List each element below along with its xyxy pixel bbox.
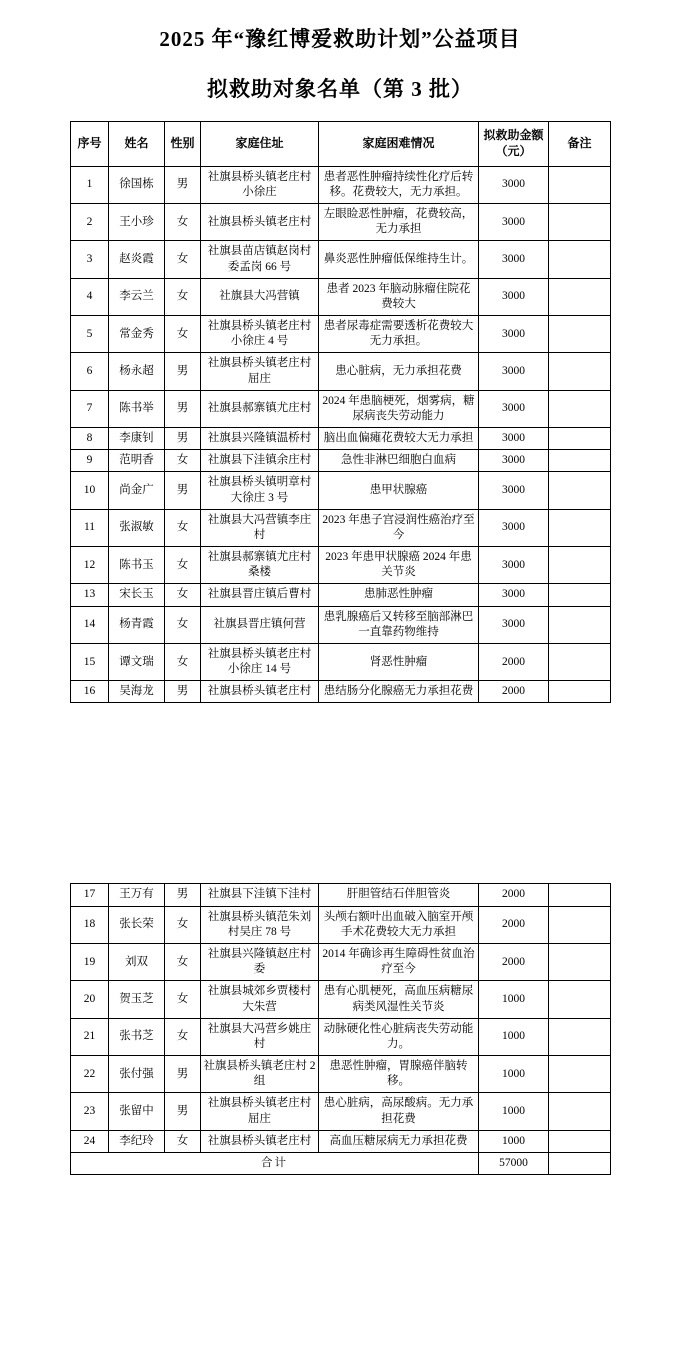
cell-condition: 动脉硬化性心脏病丧失劳动能力。 [319, 1018, 479, 1055]
header-index: 序号 [71, 122, 109, 167]
cell-index: 13 [71, 584, 109, 606]
header-condition: 家庭困难情况 [319, 122, 479, 167]
recipient-table-page2 [70, 883, 610, 1175]
cell-condition: 头颅右额叶出血破入脑室开颅手术花费较大无力承担 [319, 906, 479, 943]
cell-index: 18 [71, 906, 109, 943]
cell-name: 范明香 [109, 450, 165, 472]
cell-name: 赵炎霞 [109, 241, 165, 278]
cell-address: 社旗县桥头镇老庄村 [201, 1130, 319, 1152]
recipient-table-page1 [70, 121, 610, 703]
cell-amount: 3000 [479, 584, 549, 606]
cell-name: 徐国栋 [109, 166, 165, 203]
cell-sex: 男 [165, 681, 201, 703]
cell-amount: 3000 [479, 241, 549, 278]
table-row [71, 316, 611, 353]
table-row [71, 1093, 611, 1130]
cell-name: 李纪玲 [109, 1130, 165, 1152]
table-body-page2 [71, 884, 611, 1175]
table-page2 [70, 883, 611, 1175]
cell-condition: 患者恶性肿瘤持续性化疗后转移。花费较大，无力承担。 [319, 166, 479, 203]
cell-address: 社旗县晋庄镇何营 [201, 606, 319, 643]
cell-index: 9 [71, 450, 109, 472]
cell-condition: 患者 2023 年脑动脉瘤住院花费较大 [319, 278, 479, 315]
cell-condition: 患心脏病，无力承担花费 [319, 353, 479, 390]
cell-name: 李康钊 [109, 428, 165, 450]
page-subtitle: 拟救助对象名单（第 3 批） [207, 76, 473, 101]
cell-amount: 3000 [479, 278, 549, 315]
cell-name: 常金秀 [109, 316, 165, 353]
cell-note [549, 547, 611, 584]
table-row [71, 584, 611, 606]
cell-note [549, 204, 611, 241]
cell-amount: 3000 [479, 472, 549, 509]
cell-name: 刘双 [109, 943, 165, 980]
cell-amount: 3000 [479, 509, 549, 546]
table-row [71, 643, 611, 680]
table-row [71, 884, 611, 906]
table-page1 [70, 121, 611, 703]
cell-address: 社旗县兴隆镇温桥村 [201, 428, 319, 450]
table-body-page1 [71, 166, 611, 703]
table-row [71, 943, 611, 980]
header-amount-line1: 拟救助金额 [483, 128, 544, 142]
total-label: 合计 [71, 1152, 479, 1174]
cell-address: 社旗县郝寨镇尤庄村 [201, 390, 319, 427]
cell-name: 宋长玉 [109, 584, 165, 606]
cell-amount: 2000 [479, 643, 549, 680]
header-amount [479, 122, 549, 167]
cell-name: 杨永超 [109, 353, 165, 390]
cell-index: 10 [71, 472, 109, 509]
cell-amount: 2000 [479, 943, 549, 980]
cell-name: 张长荣 [109, 906, 165, 943]
cell-condition: 肾恶性肿瘤 [319, 643, 479, 680]
header-sex: 性别 [165, 122, 201, 167]
cell-condition: 患甲状腺癌 [319, 472, 479, 509]
cell-address: 社旗县郝寨镇尤庄村桑楼 [201, 547, 319, 584]
cell-condition: 2023 年患甲状腺癌 2024 年患关节炎 [319, 547, 479, 584]
cell-name: 陈书举 [109, 390, 165, 427]
cell-note [549, 428, 611, 450]
cell-sex: 男 [165, 428, 201, 450]
cell-index: 11 [71, 509, 109, 546]
cell-note [549, 450, 611, 472]
cell-condition: 脑出血偏瘫花费较大无力承担 [319, 428, 479, 450]
cell-index: 6 [71, 353, 109, 390]
cell-address: 社旗县城郊乡贾楼村大朱营 [201, 981, 319, 1018]
cell-name: 张书芝 [109, 1018, 165, 1055]
cell-index: 17 [71, 884, 109, 906]
cell-amount: 3000 [479, 390, 549, 427]
cell-amount: 1000 [479, 1130, 549, 1152]
header-address: 家庭住址 [201, 122, 319, 167]
cell-note [549, 606, 611, 643]
cell-address: 社旗县桥头镇老庄村小徐庄 4 号 [201, 316, 319, 353]
cell-condition: 患恶性肿瘤，胃腺癌伴脑转移。 [319, 1056, 479, 1093]
table-row [71, 509, 611, 546]
cell-condition: 左眼睑恶性肿瘤，花费较高，无力承担 [319, 204, 479, 241]
table-row [71, 606, 611, 643]
cell-index: 5 [71, 316, 109, 353]
table-row [71, 241, 611, 278]
cell-sex: 男 [165, 472, 201, 509]
page-title: 2025 年“豫红博爱救助计划”公益项目 [159, 27, 521, 51]
cell-note [549, 906, 611, 943]
cell-name: 李云兰 [109, 278, 165, 315]
cell-name: 陈书玉 [109, 547, 165, 584]
cell-amount: 1000 [479, 981, 549, 1018]
cell-sex: 女 [165, 509, 201, 546]
cell-name: 张留中 [109, 1093, 165, 1130]
cell-address: 社旗县桥头镇明章村大徐庄 3 号 [201, 472, 319, 509]
cell-amount: 3000 [479, 204, 549, 241]
cell-condition: 高血压糖尿病无力承担花费 [319, 1130, 479, 1152]
table-total-row [71, 1152, 611, 1174]
cell-note [549, 1018, 611, 1055]
cell-note [549, 643, 611, 680]
cell-address: 社旗县兴隆镇赵庄村委 [201, 943, 319, 980]
cell-address: 社旗县晋庄镇后曹村 [201, 584, 319, 606]
cell-amount: 2000 [479, 906, 549, 943]
header-note: 备注 [549, 122, 611, 167]
cell-note [549, 241, 611, 278]
cell-condition: 2014 年确诊再生障碍性贫血治疗至今 [319, 943, 479, 980]
cell-condition: 患心脏病，高尿酸病。无力承担花费 [319, 1093, 479, 1130]
cell-condition: 鼻炎恶性肿瘤低保维持生计。 [319, 241, 479, 278]
cell-sex: 女 [165, 450, 201, 472]
cell-note [549, 509, 611, 546]
cell-name: 杨青霞 [109, 606, 165, 643]
cell-name: 张付强 [109, 1056, 165, 1093]
cell-address: 社旗县下洼镇下洼村 [201, 884, 319, 906]
total-note [549, 1152, 611, 1174]
header-name: 姓名 [109, 122, 165, 167]
cell-note [549, 943, 611, 980]
cell-name: 王万有 [109, 884, 165, 906]
table-row [71, 547, 611, 584]
cell-condition: 2024 年患脑梗死，烟雾病，糖尿病丧失劳动能力 [319, 390, 479, 427]
table-row [71, 981, 611, 1018]
cell-note [549, 584, 611, 606]
cell-sex: 女 [165, 943, 201, 980]
cell-address: 社旗县桥头镇老庄村小徐庄 [201, 166, 319, 203]
cell-amount: 3000 [479, 428, 549, 450]
table-header-row [71, 122, 611, 167]
cell-amount: 3000 [479, 166, 549, 203]
cell-address: 社旗县苗店镇赵岗村委孟岗 66 号 [201, 241, 319, 278]
cell-sex: 女 [165, 906, 201, 943]
cell-index: 21 [71, 1018, 109, 1055]
cell-amount: 1000 [479, 1093, 549, 1130]
cell-note [549, 472, 611, 509]
table-row [71, 204, 611, 241]
table-row [71, 353, 611, 390]
cell-condition: 急性非淋巴细胞白血病 [319, 450, 479, 472]
cell-name: 贺玉芝 [109, 981, 165, 1018]
cell-index: 24 [71, 1130, 109, 1152]
cell-index: 1 [71, 166, 109, 203]
total-amount: 57000 [479, 1152, 549, 1174]
cell-sex: 女 [165, 547, 201, 584]
cell-sex: 女 [165, 316, 201, 353]
cell-name: 吴海龙 [109, 681, 165, 703]
cell-name: 尚金广 [109, 472, 165, 509]
cell-amount: 3000 [479, 606, 549, 643]
cell-address: 社旗县桥头镇范朱刘村吴庄 78 号 [201, 906, 319, 943]
cell-index: 12 [71, 547, 109, 584]
table-row [71, 472, 611, 509]
cell-sex: 女 [165, 643, 201, 680]
cell-index: 14 [71, 606, 109, 643]
page-break-gap [0, 703, 680, 883]
cell-sex: 女 [165, 241, 201, 278]
cell-sex: 男 [165, 353, 201, 390]
cell-index: 20 [71, 981, 109, 1018]
cell-amount: 3000 [479, 316, 549, 353]
cell-amount: 3000 [479, 450, 549, 472]
cell-sex: 女 [165, 981, 201, 1018]
cell-sex: 女 [165, 606, 201, 643]
cell-condition: 患者尿毒症需要透析花费较大无力承担。 [319, 316, 479, 353]
cell-name: 王小珍 [109, 204, 165, 241]
cell-amount: 1000 [479, 1056, 549, 1093]
cell-index: 15 [71, 643, 109, 680]
cell-index: 7 [71, 390, 109, 427]
cell-index: 23 [71, 1093, 109, 1130]
cell-note [549, 278, 611, 315]
table-row [71, 1018, 611, 1055]
table-row [71, 1130, 611, 1152]
cell-condition: 患肺恶性肿瘤 [319, 584, 479, 606]
cell-note [549, 1056, 611, 1093]
cell-note [549, 316, 611, 353]
cell-address: 社旗县桥头镇老庄村小徐庄 14 号 [201, 643, 319, 680]
cell-address: 社旗县桥头镇老庄村屈庄 [201, 353, 319, 390]
cell-condition: 患有心肌梗死，高血压病糖尿病类风湿性关节炎 [319, 981, 479, 1018]
cell-condition: 2023 年患子宫浸润性癌治疗至今 [319, 509, 479, 546]
cell-note [549, 681, 611, 703]
cell-name: 谭文瑞 [109, 643, 165, 680]
cell-note [549, 390, 611, 427]
cell-address: 社旗县桥头镇老庄村 [201, 681, 319, 703]
cell-index: 4 [71, 278, 109, 315]
cell-sex: 男 [165, 1056, 201, 1093]
cell-index: 19 [71, 943, 109, 980]
cell-address: 社旗县桥头镇老庄村 2 组 [201, 1056, 319, 1093]
table-row [71, 906, 611, 943]
cell-index: 16 [71, 681, 109, 703]
cell-sex: 男 [165, 1093, 201, 1130]
cell-address: 社旗县桥头镇老庄村 [201, 204, 319, 241]
cell-note [549, 353, 611, 390]
cell-address: 社旗县下洼镇余庄村 [201, 450, 319, 472]
cell-amount: 1000 [479, 1018, 549, 1055]
table-row [71, 390, 611, 427]
cell-index: 22 [71, 1056, 109, 1093]
table-row [71, 1056, 611, 1093]
cell-address: 社旗县桥头镇老庄村屈庄 [201, 1093, 319, 1130]
cell-sex: 男 [165, 884, 201, 906]
table-row [71, 166, 611, 203]
cell-sex: 男 [165, 166, 201, 203]
cell-condition: 患结肠分化腺癌无力承担花费 [319, 681, 479, 703]
cell-condition: 肝胆管结石伴胆管炎 [319, 884, 479, 906]
cell-note [549, 981, 611, 1018]
cell-index: 8 [71, 428, 109, 450]
header-amount-line2: （元） [495, 143, 532, 158]
cell-sex: 女 [165, 204, 201, 241]
cell-name: 张淑敏 [109, 509, 165, 546]
cell-index: 2 [71, 204, 109, 241]
cell-amount: 2000 [479, 884, 549, 906]
cell-index: 3 [71, 241, 109, 278]
cell-note [549, 884, 611, 906]
cell-amount: 2000 [479, 681, 549, 703]
cell-note [549, 166, 611, 203]
table-row [71, 428, 611, 450]
cell-address: 社旗县大冯营镇李庄村 [201, 509, 319, 546]
table-row [71, 450, 611, 472]
table-row [71, 681, 611, 703]
cell-note [549, 1130, 611, 1152]
table-row [71, 278, 611, 315]
cell-amount: 3000 [479, 353, 549, 390]
cell-amount: 3000 [479, 547, 549, 584]
cell-address: 社旗县大冯营乡姚庄村 [201, 1018, 319, 1055]
cell-sex: 女 [165, 1130, 201, 1152]
cell-condition: 患乳腺癌后又转移至脑部淋巴一直靠药物维持 [319, 606, 479, 643]
cell-sex: 女 [165, 1018, 201, 1055]
cell-sex: 女 [165, 584, 201, 606]
cell-address: 社旗县大冯营镇 [201, 278, 319, 315]
cell-sex: 女 [165, 278, 201, 315]
cell-note [549, 1093, 611, 1130]
cell-sex: 男 [165, 390, 201, 427]
